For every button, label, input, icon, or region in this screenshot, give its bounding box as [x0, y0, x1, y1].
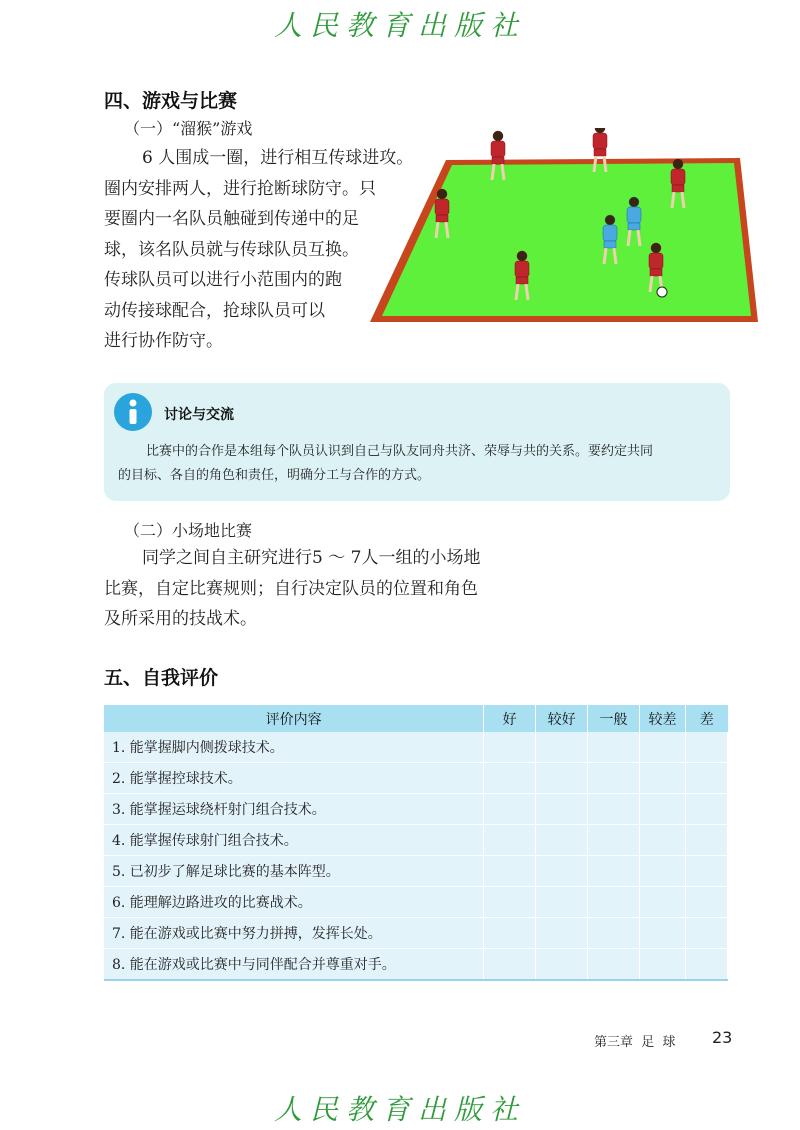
- evaluation-item: 3. 能掌握运球绕杆射门组合技术。: [104, 794, 484, 825]
- rating-cell[interactable]: [640, 794, 686, 825]
- evaluation-item: 6. 能理解边路进攻的比赛战术。: [104, 887, 484, 918]
- rating-cell[interactable]: [685, 763, 727, 794]
- rating-cell[interactable]: [484, 732, 536, 763]
- rating-cell[interactable]: [588, 825, 640, 856]
- rating-cell[interactable]: [685, 918, 727, 949]
- rating-cell[interactable]: [685, 794, 727, 825]
- column-header: 差: [685, 705, 727, 732]
- rating-cell[interactable]: [685, 856, 727, 887]
- rating-cell[interactable]: [536, 794, 588, 825]
- rating-cell[interactable]: [536, 918, 588, 949]
- rating-cell[interactable]: [484, 763, 536, 794]
- evaluation-item: 7. 能在游戏或比赛中努力拼搏，发挥长处。: [104, 918, 484, 949]
- publisher-logo: 人民教育出版社: [273, 9, 526, 42]
- text-line: 球，该名队员就与传球队员互换。: [104, 239, 359, 260]
- subsection-title: （一）“溜猴”游戏: [124, 119, 253, 138]
- rating-cell[interactable]: [640, 949, 686, 981]
- text-line: 比赛，自定比赛规则；自行决定队员的位置和角色: [104, 578, 478, 599]
- rating-cell[interactable]: [484, 825, 536, 856]
- rating-cell[interactable]: [588, 763, 640, 794]
- table-row: [104, 918, 728, 949]
- rating-cell[interactable]: [536, 825, 588, 856]
- game2-description: [104, 543, 480, 635]
- section-heading: 五、自我评价: [104, 667, 219, 689]
- rating-cell[interactable]: [484, 887, 536, 918]
- text-line: 要圈内一名队员触碰到传递中的足: [104, 209, 359, 229]
- rating-cell[interactable]: [685, 949, 727, 981]
- table-row: [104, 794, 728, 825]
- evaluation-item: 2. 能掌握控球技术。: [104, 763, 484, 794]
- text-line: 传球队员可以进行小范围内的跑: [104, 270, 342, 290]
- rating-cell[interactable]: [536, 732, 588, 763]
- rating-cell[interactable]: [484, 918, 536, 949]
- rating-cell[interactable]: [588, 732, 640, 763]
- rating-cell[interactable]: [685, 825, 727, 856]
- rating-cell[interactable]: [536, 763, 588, 794]
- table-row: [104, 949, 728, 981]
- info-icon: [114, 393, 152, 431]
- column-header: 评价内容: [104, 705, 484, 732]
- text-line: 进行协作防守。: [104, 331, 223, 351]
- rating-cell[interactable]: [640, 856, 686, 887]
- text-line: 动传接球配合，抢球队员可以: [104, 300, 325, 321]
- page-number: 23: [712, 1028, 733, 1047]
- text-line: 同学之间自主研究进行5 ～ 7人一组的小场地: [142, 548, 481, 568]
- rating-cell[interactable]: [640, 918, 686, 949]
- rating-cell[interactable]: [640, 763, 686, 794]
- evaluation-item: 1. 能掌握脚内侧拨球技术。: [104, 732, 484, 763]
- rating-cell[interactable]: [484, 949, 536, 981]
- rating-cell[interactable]: [484, 794, 536, 825]
- text-line: 圈内安排两人，进行抢断球防守。只: [104, 178, 376, 199]
- table-header-row: [104, 705, 728, 732]
- rating-cell[interactable]: [484, 856, 536, 887]
- table-row: [104, 856, 728, 887]
- rating-cell[interactable]: [640, 732, 686, 763]
- evaluation-item: 5. 已初步了解足球比赛的基本阵型。: [104, 856, 484, 887]
- rating-cell[interactable]: [588, 794, 640, 825]
- table-row: [104, 887, 728, 918]
- table-row: [104, 763, 728, 794]
- section-heading: 四、游戏与比赛: [104, 90, 238, 112]
- text-line: 比赛中的合作是本组每个队员认识到自己与队友同舟共济、荣辱与共的关系。要约定共同: [146, 444, 654, 459]
- evaluation-item: 4. 能掌握传球射门组合技术。: [104, 825, 484, 856]
- rating-cell[interactable]: [536, 856, 588, 887]
- text-line: 6 人围成一圈，进行相互传球进攻。: [142, 148, 414, 168]
- table-row: [104, 825, 728, 856]
- discussion-title: 讨论与交流: [164, 407, 234, 423]
- column-header: 好: [484, 705, 536, 732]
- rating-cell[interactable]: [536, 887, 588, 918]
- rating-cell[interactable]: [588, 887, 640, 918]
- rating-cell[interactable]: [640, 887, 686, 918]
- column-header: 较差: [640, 705, 686, 732]
- rating-cell[interactable]: [588, 856, 640, 887]
- chapter-label: 第三章 足 球: [594, 1035, 676, 1050]
- rating-cell[interactable]: [588, 918, 640, 949]
- column-header: 较好: [536, 705, 588, 732]
- column-header: 一般: [588, 705, 640, 732]
- rating-cell[interactable]: [640, 825, 686, 856]
- publisher-logo: 人民教育出版社: [273, 1093, 526, 1126]
- rating-cell[interactable]: [588, 949, 640, 981]
- soccer-field-illustration: [366, 128, 762, 328]
- self-evaluation-table: [104, 705, 728, 981]
- evaluation-item: 8. 能在游戏或比赛中与同伴配合并尊重对手。: [104, 949, 484, 981]
- text-line: 及所采用的技战术。: [104, 609, 257, 629]
- table-row: [104, 732, 728, 763]
- text-line: 的目标、各自的角色和责任，明确分工与合作的方式。: [118, 468, 431, 483]
- subsection-title: （二）小场地比赛: [124, 521, 253, 540]
- rating-cell[interactable]: [685, 887, 727, 918]
- rating-cell[interactable]: [685, 732, 727, 763]
- discussion-text: [118, 440, 653, 488]
- rating-cell[interactable]: [536, 949, 588, 981]
